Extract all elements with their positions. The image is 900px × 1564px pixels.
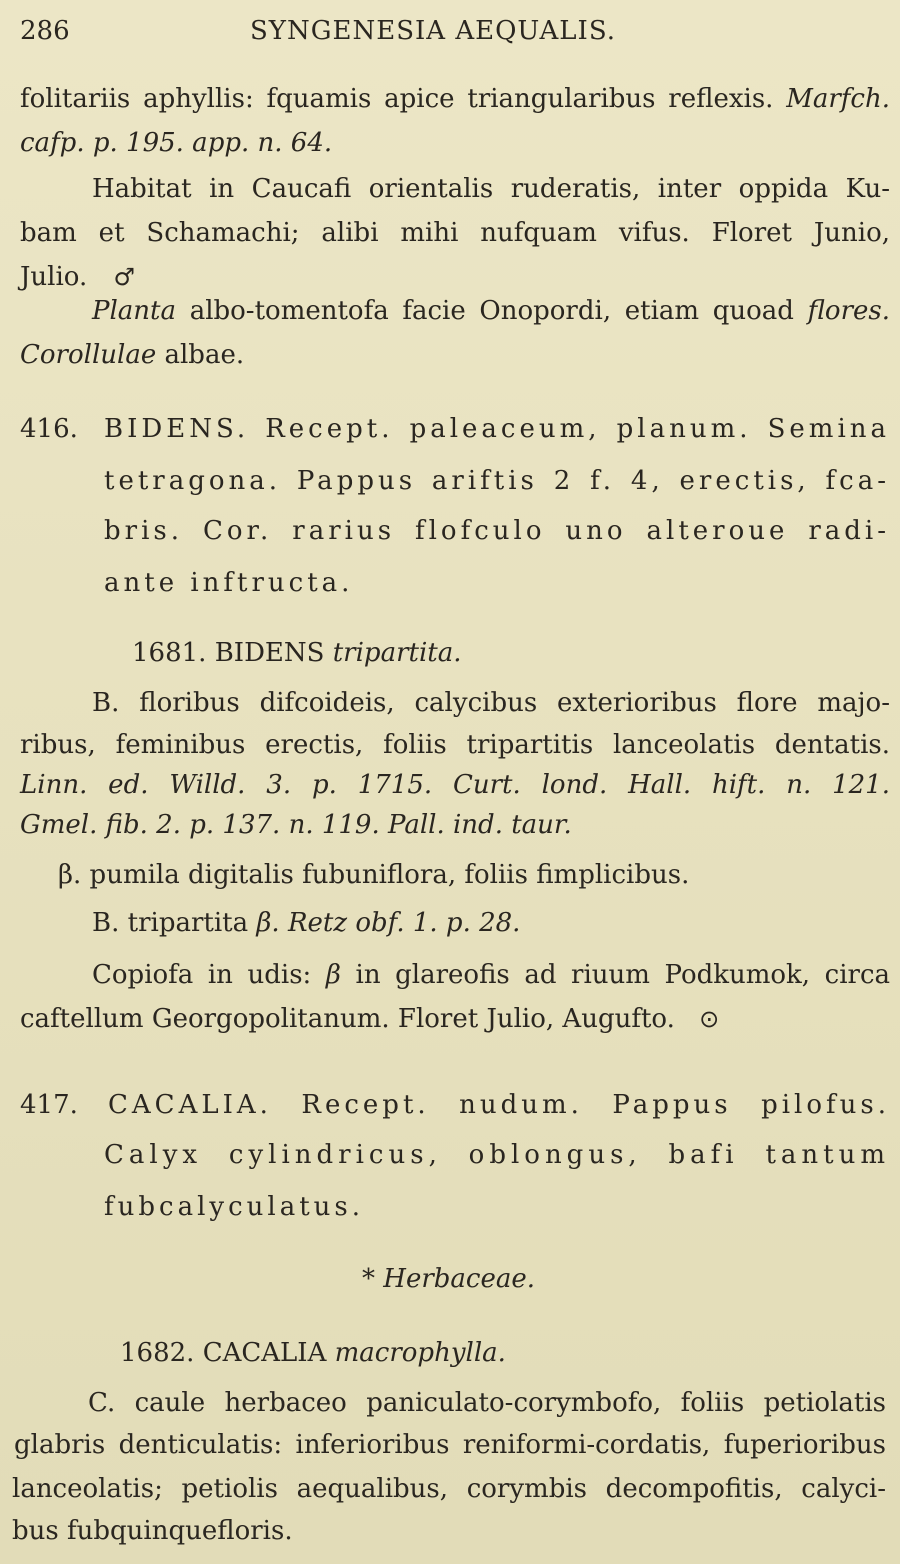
section-marker: * (362, 1264, 375, 1294)
section-heading (362, 1262, 535, 1296)
species-1682-desc4: bus fubquinquefloris. (12, 1516, 293, 1546)
species-1682-genus: CACALIA (202, 1338, 327, 1368)
section-title: Herbaceae. (383, 1264, 535, 1294)
species-1681-ref1-text: Linn. ed. Willd. 3. p. 1715. Curt. lond. Hall. hift. n. 121. (20, 770, 890, 800)
species-1682-desc1: C. caule herbaceo paniculato-corymbofo, foliis petiolatis (88, 1388, 886, 1418)
species-1681-ref2-text: Gmel. fib. 2. p. 137. n. 119. Pall. ind. taur. (20, 810, 572, 840)
species-1681-desc2: ribus, feminibus erectis, foliis tripartitis lanceolatis dentatis. (20, 730, 890, 760)
planta-text: albo-tomentofa facie Onopordi, etiam quoad (189, 296, 794, 326)
species-1681-desc1: B. floribus difcoideis, calycibus exterioribus flore majo- (92, 688, 890, 718)
species-1681-habitat1-a: Copiofa in udis: (92, 960, 312, 990)
block1-line1-text: folitariis aphyllis: fquamis apice triangularibus reflexis. (20, 84, 774, 114)
genus-417-line3: fubcalyculatus. (104, 1192, 365, 1222)
genus-417-line1: CACALIA. Recept. nudum. Pappus pilofus. (108, 1090, 890, 1120)
species-1681-habitat2 (20, 1002, 719, 1036)
species-1681-habitat2-text: caftellum Georgopolitanum. Floret Julio, Augufto. (20, 1004, 675, 1034)
habitat-line1: Habitat in Caucafi orientalis ruderatis, inter oppida Ku- (92, 174, 890, 204)
species-1681-epithet: tripartita. (332, 638, 462, 668)
corollulae-label: Corollulae (20, 340, 157, 370)
corollulae-line (20, 338, 244, 372)
block1-line2-ref: cafp. p. 195. app. n. 64. (20, 128, 333, 158)
species-1681-genus: BIDENS (214, 638, 325, 668)
page-number: 286 (20, 16, 70, 46)
block1-line2 (20, 126, 332, 160)
species-1682-number: 1682. (120, 1338, 195, 1368)
species-1682-desc3: lanceolatis; petiolis aequalibus, corymbis decompofitis, calyci- (12, 1474, 886, 1504)
block1-line1-ref: Marfch. (786, 84, 890, 114)
genus-416-line4: ante inftructa. (104, 568, 354, 598)
planta-label: Planta (92, 296, 177, 326)
species-1681-ref1 (20, 768, 890, 802)
genus-416-line3: bris. Cor. rarius flofculo uno alteroue radi- (104, 516, 890, 546)
species-1681-beta2-text: B. tripartita (92, 908, 249, 938)
species-1681-number: 1681. (132, 638, 207, 668)
species-1682-desc2: glabris denticulatis: inferioribus reniformi-cordatis, fuperioribus (14, 1430, 886, 1460)
habitat-line3 (20, 260, 135, 294)
annual-symbol: ⊙ (699, 1005, 720, 1033)
planta-line (92, 294, 890, 328)
genus-417-number: 417. (20, 1090, 78, 1120)
male-symbol: ♂ (113, 263, 136, 291)
species-1681-beta2-ref: β. Retz obf. 1. p. 28. (256, 908, 521, 938)
species-1681-habitat1-b: β (325, 960, 341, 990)
species-1682-epithet: macrophylla. (334, 1338, 506, 1368)
habitat-line2: bam et Schamachi; alibi mihi nufquam vifus. Floret Junio, (20, 218, 890, 248)
genus-416-number: 416. (20, 414, 78, 444)
running-title: SYNGENESIA AEQUALIS. (250, 16, 616, 46)
planta-flores: flores. (807, 296, 890, 326)
species-1681-habitat1-c: in glareofis ad riuum Podkumok, circa (355, 960, 891, 990)
block1-line1 (20, 82, 890, 116)
genus-417-line2: Calyx cylindricus, oblongus, bafi tantum (104, 1140, 890, 1170)
species-1681-habitat1 (92, 958, 890, 992)
habitat-line3-text: Julio. (20, 262, 88, 292)
species-1681-heading (132, 636, 461, 670)
corollulae-text: albae. (164, 340, 245, 370)
species-1682-heading (120, 1336, 506, 1370)
species-1681-ref2 (20, 808, 572, 842)
species-1681-beta2 (92, 906, 520, 940)
genus-416-line1: BIDENS. Recept. paleaceum, planum. Semina (104, 414, 890, 444)
species-1681-beta1: β. pumila digitalis fubuniflora, foliis fimplicibus. (58, 860, 690, 890)
genus-416-line2: tetragona. Pappus ariftis 2 f. 4, erectis, fca- (104, 466, 890, 496)
